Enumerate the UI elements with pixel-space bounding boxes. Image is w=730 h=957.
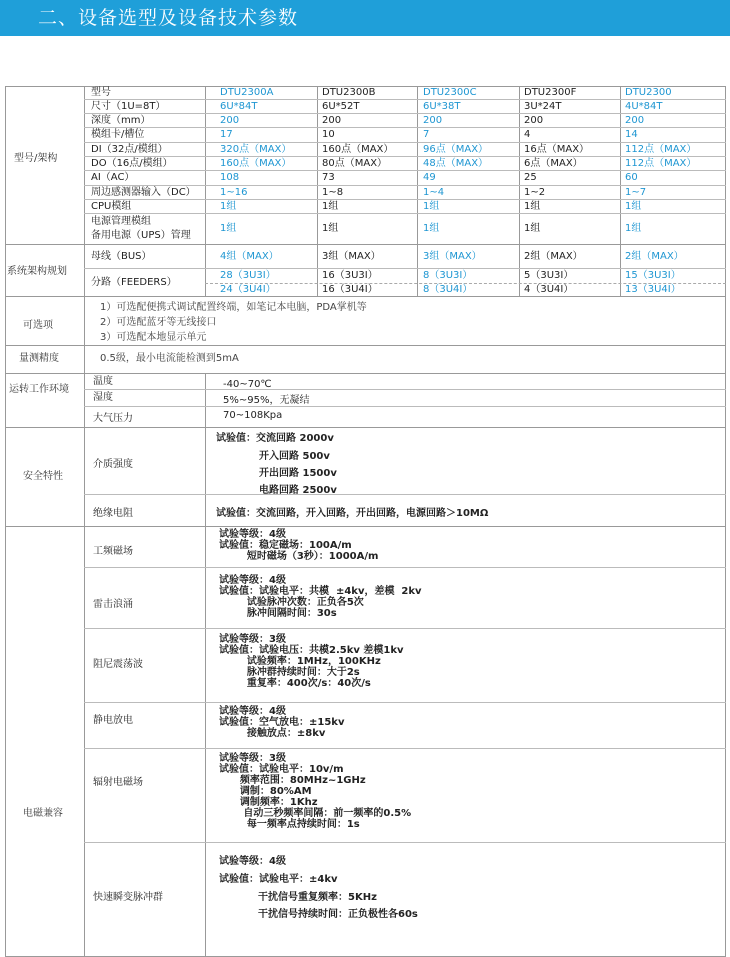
dielectric-line: 电路回路 2500v — [259, 485, 337, 496]
cell: 96点（MAX） — [423, 144, 489, 155]
model-col-line — [317, 86, 318, 296]
cell: 200 — [322, 115, 342, 126]
section-divider — [5, 244, 726, 245]
cell: DTU2300A — [220, 87, 274, 98]
row-label: 尺寸（1U=8T） — [91, 101, 166, 112]
emc-detail: 试验等级：4级 试验值：试验电平：共模 ±4kv，差模 2kv 试验脉冲次数：正负各5次 脉冲间隔时间：30s — [219, 575, 422, 619]
cell: DTU2300B — [322, 87, 376, 98]
safety-label-dielectric: 介质强度 — [93, 459, 133, 470]
option-item: 1）可选配便携式调试配置终端，如笔记本电脑，PDA掌机等 — [100, 302, 367, 313]
emc-label: 静电放电 — [93, 715, 133, 726]
section-label-options: 可选项 — [23, 320, 53, 331]
cell: 112点（MAX） — [625, 144, 697, 155]
cell: 10 — [322, 129, 335, 140]
cell: 320点（MAX） — [220, 144, 292, 155]
emc-detail: 试验等级：3级 试验值：试验电压：共模2.5kv 差模1kv 试验频率：1MHz，100KHz 脉冲群持续时间：大于2s 重复率：400次/s：40次/s — [219, 634, 404, 689]
cell: 6点（MAX） — [524, 158, 583, 169]
row-line — [84, 702, 726, 703]
insulation-value: 试验值：交流回路，开入回路，开出回路，电源回路＞10MΩ — [216, 508, 489, 519]
cell: 108 — [220, 172, 240, 183]
cell: 15（3U3I） — [625, 270, 681, 281]
cell: 200 — [423, 115, 443, 126]
row-label: DI（32点/模组） — [91, 144, 168, 155]
cell: 3组（MAX） — [322, 251, 381, 262]
cell: 1组 — [322, 201, 339, 212]
cell: 14 — [625, 129, 638, 140]
row-label: DO（16点/模组） — [91, 158, 173, 169]
emc-detail-line: 试验等级：4级 — [219, 856, 286, 867]
row-label: 备用电源（UPS）管理 — [91, 230, 191, 241]
cell: 5（3U3I） — [524, 270, 574, 281]
cell: 1组 — [524, 201, 541, 212]
section-divider — [5, 526, 726, 527]
section-title: 二、设备选型及设备技术参数 — [38, 7, 299, 29]
emc-detail: 试验等级：3级 试验值：试验电平：10v/m 频率范围：80MHz~1GHz 调制：80%AM 调制频率：1Khz 自动三秒频率间隔：前一频率的0.5% 每一频率点持续时间：1s — [219, 753, 412, 830]
cell: 4（3U4I） — [524, 284, 574, 295]
cell: 4U*84T — [625, 101, 663, 112]
env-label-pressure: 大气压力 — [93, 413, 133, 424]
section-label-arch: 型号/架构 — [14, 153, 58, 164]
dielectric-line: 试验值：交流回路 2000v — [216, 433, 334, 444]
cell: 6U*84T — [220, 101, 258, 112]
env-label-humidity: 湿度 — [93, 392, 113, 403]
row-line — [84, 748, 726, 749]
cell: 28（3U3I） — [220, 270, 276, 281]
cell: 1~7 — [625, 187, 647, 198]
cell: 4 — [524, 129, 531, 140]
section-label-safety: 安全特性 — [23, 471, 63, 482]
cell: 1~8 — [322, 187, 344, 198]
cell: 200 — [625, 115, 645, 126]
cell: 16点（MAX） — [524, 144, 590, 155]
safety-label-insulation: 绝缘电阻 — [93, 508, 133, 519]
cell: 25 — [524, 172, 537, 183]
emc-detail: 试验等级：4级 试验值：稳定磁场：100A/m 短时磁场（3秒）：1000A/m — [219, 529, 379, 562]
row-label: 电源管理模组 — [91, 216, 151, 227]
section-title-bar — [0, 0, 730, 36]
cell: 24（3U4I） — [220, 284, 276, 295]
cell: 16（3U3I） — [322, 270, 378, 281]
cell: 60 — [625, 172, 638, 183]
row-label: 深度（mm） — [91, 115, 151, 126]
model-col-line — [620, 86, 621, 296]
emc-label: 工频磁场 — [93, 546, 133, 557]
row-line — [84, 567, 726, 568]
cell: 49 — [423, 172, 436, 183]
cell: 1~4 — [423, 187, 445, 198]
emc-label: 快速瞬变脉冲群 — [93, 892, 163, 903]
row-line — [84, 389, 726, 390]
model-col-line — [417, 86, 418, 296]
cell: 6U*52T — [322, 101, 360, 112]
env-value-pressure: 70~108Kpa — [223, 410, 283, 421]
section-label-system: 系统架构规划 — [7, 266, 67, 277]
cell: 1组 — [524, 223, 541, 234]
row-line — [84, 213, 726, 214]
cell: 8（3U3I） — [423, 270, 473, 281]
emc-label: 雷击浪涌 — [93, 599, 133, 610]
cell: 48点（MAX） — [423, 158, 489, 169]
cell: 1~2 — [524, 187, 546, 198]
row-line — [84, 628, 726, 629]
model-col-line — [519, 86, 520, 296]
cell: 1组 — [322, 223, 339, 234]
cell: 73 — [322, 172, 335, 183]
row-label: 母线（BUS） — [91, 251, 152, 262]
model-col-line — [205, 86, 206, 296]
emc-detail-line: 试验值：试验电平：±4kv — [219, 874, 338, 885]
option-item: 2）可选配蓝牙等无线接口 — [100, 317, 217, 328]
cell: 2组（MAX） — [524, 251, 583, 262]
cell: 1组 — [423, 223, 440, 234]
cell: DTU2300 — [625, 87, 672, 98]
section-col-line — [84, 86, 85, 956]
cell: 6U*38T — [423, 101, 461, 112]
env-value-temperature: -40~70℃ — [223, 379, 272, 390]
section-divider — [5, 427, 726, 428]
cell: 1组 — [625, 201, 642, 212]
section-divider — [5, 373, 726, 374]
cell: 160点（MAX） — [322, 144, 394, 155]
cell: 80点（MAX） — [322, 158, 388, 169]
emc-detail-line: 干扰信号重复频率：5KHz — [258, 892, 377, 903]
row-label: 型号 — [91, 87, 111, 98]
emc-detail-line: 干扰信号持续时间：正负极性各60s — [258, 909, 418, 920]
row-line — [84, 406, 726, 407]
row-label: 模组卡/槽位 — [91, 129, 145, 140]
section-label-env: 运转工作环境 — [9, 384, 69, 395]
cell: 200 — [220, 115, 240, 126]
cell: DTU2300F — [524, 87, 577, 98]
env-value-humidity: 5%~95%，无凝结 — [223, 395, 310, 406]
cell: 16（3U4I） — [322, 284, 378, 295]
section-label-emc: 电磁兼容 — [23, 808, 63, 819]
cell: 17 — [220, 129, 233, 140]
emc-label: 阻尼震荡波 — [93, 659, 143, 670]
cell: 7 — [423, 129, 430, 140]
cell: 1组 — [423, 201, 440, 212]
emc-detail: 试验等级：4级 试验值：空气放电：±15kv 接触放点：±8kv — [219, 706, 345, 739]
cell: 160点（MAX） — [220, 158, 292, 169]
section-divider — [5, 296, 726, 297]
table-border-right — [725, 86, 726, 956]
measure-value: 0.5级，最小电流能检测到5mA — [100, 353, 239, 364]
cell: 112点（MAX） — [625, 158, 697, 169]
row-label: 周边感测器输入（DC） — [91, 187, 196, 198]
cell: 8（3U4I） — [423, 284, 473, 295]
dielectric-line: 开入回路 500v — [259, 451, 330, 462]
emc-label: 辐射电磁场 — [93, 777, 143, 788]
cell: 200 — [524, 115, 544, 126]
row-line — [84, 494, 726, 495]
option-item: 3）可选配本地显示单元 — [100, 332, 207, 343]
cell: 1~16 — [220, 187, 248, 198]
cell: 2组（MAX） — [625, 251, 684, 262]
cell: 1组 — [625, 223, 642, 234]
table-border-left — [5, 86, 6, 956]
cell: 13（3U4I） — [625, 284, 681, 295]
cell: 4组（MAX） — [220, 251, 279, 262]
cell: 3组（MAX） — [423, 251, 482, 262]
section-divider — [5, 345, 726, 346]
row-label: 分路（FEEDERS） — [91, 277, 177, 288]
dielectric-line: 开出回路 1500v — [259, 468, 337, 479]
row-label: CPU模组 — [91, 201, 132, 212]
section-label-measure: 量测精度 — [19, 353, 59, 364]
row-line — [84, 842, 726, 843]
env-label-temperature: 温度 — [93, 376, 113, 387]
label-col-line — [205, 373, 206, 956]
row-label: AI（AC） — [91, 172, 135, 183]
cell: 1组 — [220, 201, 237, 212]
cell: DTU2300C — [423, 87, 477, 98]
cell: 3U*24T — [524, 101, 562, 112]
cell: 1组 — [220, 223, 237, 234]
